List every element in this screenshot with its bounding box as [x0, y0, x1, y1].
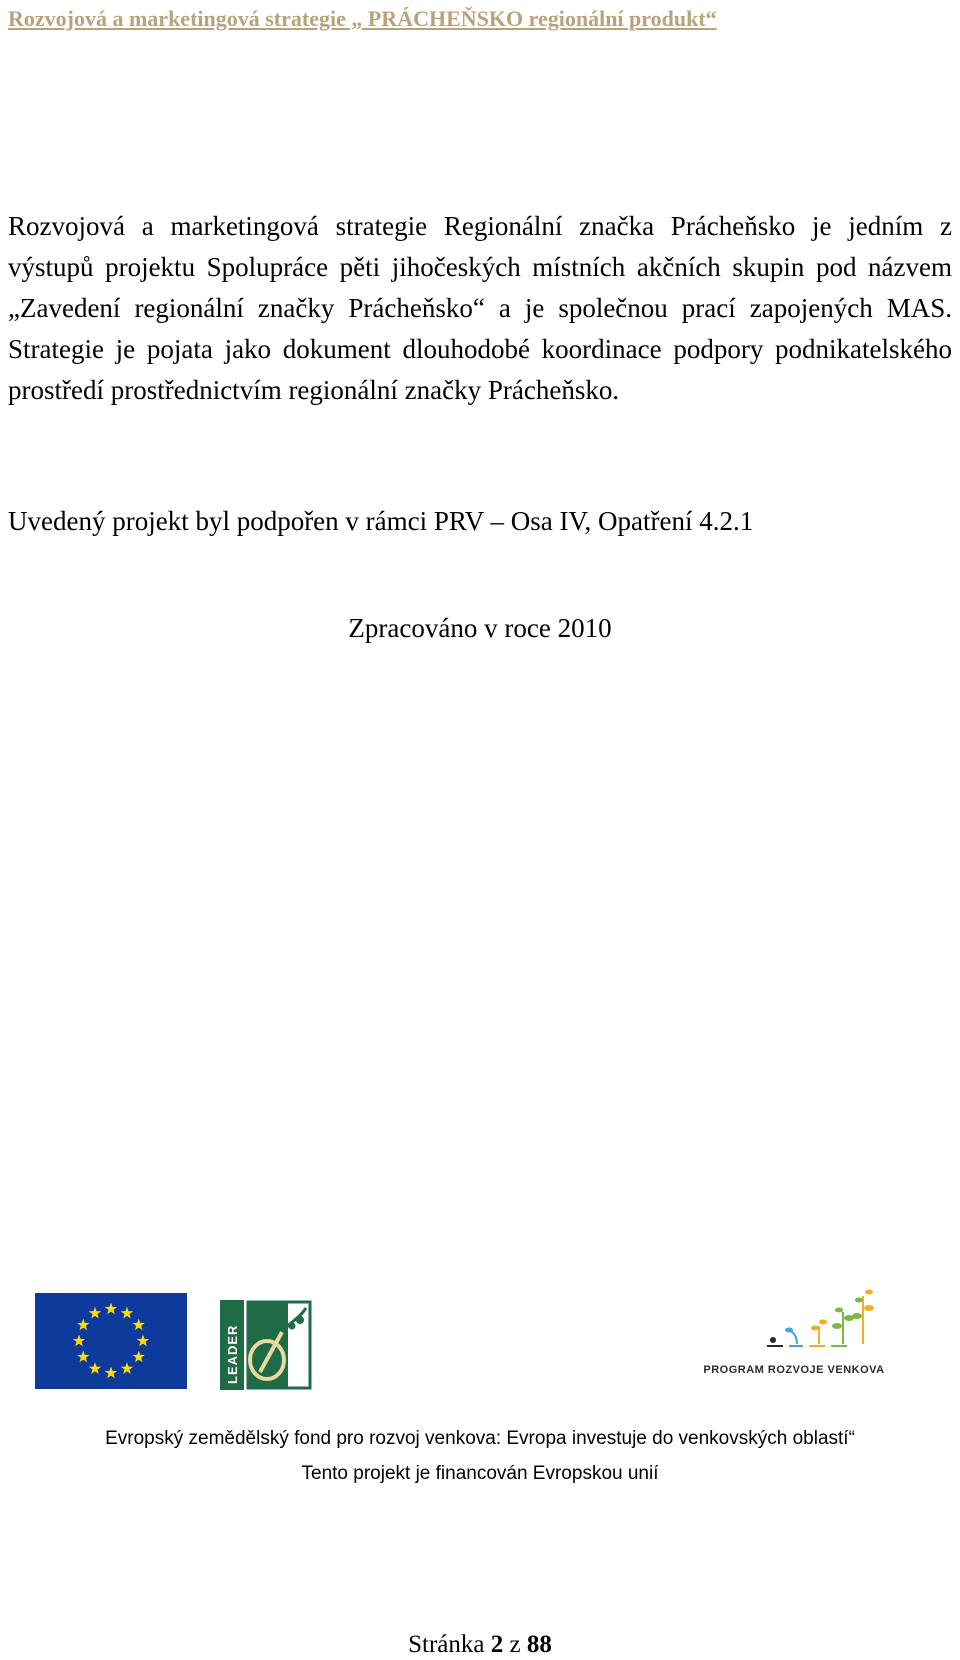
running-header: Rozvojová a marketingová strategie „ PRÁCHEŇSKO regionální produkt“ [8, 6, 717, 31]
funding-paragraph: Uvedený projekt byl podpořen v rámci PRV – Osa IV, Opatření 4.2.1 [8, 506, 754, 536]
prv-sprouts-icon [685, 1282, 903, 1362]
eu-stars [35, 1293, 187, 1389]
eu-star-icon [133, 1351, 145, 1363]
footer-fund-statement: Evropský zemědělský fond pro rozvoj venkova: Evropa investuje do venkovských oblastí“ [105, 1428, 855, 1449]
year-line: Zpracováno v roce 2010 [348, 613, 612, 643]
eu-star-icon [89, 1362, 101, 1374]
leader-logo-icon [220, 1300, 312, 1390]
eu-star-icon [121, 1307, 133, 1319]
page-number [0, 1630, 960, 1660]
eu-star-icon [89, 1307, 101, 1319]
prv-label: PROGRAM ROZVOJE VENKOVA [703, 1364, 885, 1376]
eu-flag-icon [35, 1293, 187, 1389]
eu-star-icon [77, 1319, 89, 1331]
eu-star-icon [137, 1335, 149, 1347]
eu-star-icon [105, 1303, 117, 1315]
program-rozvoje-venkova-logo [685, 1282, 903, 1392]
pager-prefix: Stránka [408, 1631, 485, 1658]
eu-star-icon [121, 1362, 133, 1374]
pager-total: 88 [526, 1631, 552, 1658]
eu-star-icon [105, 1367, 117, 1379]
eu-star-icon [77, 1351, 89, 1363]
intro-paragraph: Rozvojová a marketingová strategie Regionální značka Prácheňsko je jedním z výstupů projektu Spolupráce pěti jihočeských místních akčních skupin pod názvem „Zavedení regionální značky Prácheňsko“ a je společnou prací zapojených MAS. Strategie je pojata jako dokument dlouhodobé koordinace podpory podnikatelského prostředí prostřednictvím regionální značky Prácheňsko. [8, 211, 952, 405]
eu-star-icon [73, 1335, 85, 1347]
eu-star-icon [133, 1319, 145, 1331]
pager-separator: z [509, 1631, 521, 1658]
footer-eu-financing: Tento projekt je financován Evropskou unií [301, 1463, 659, 1484]
leader-label: LEADER [225, 1324, 240, 1384]
pager-current: 2 [490, 1631, 504, 1658]
